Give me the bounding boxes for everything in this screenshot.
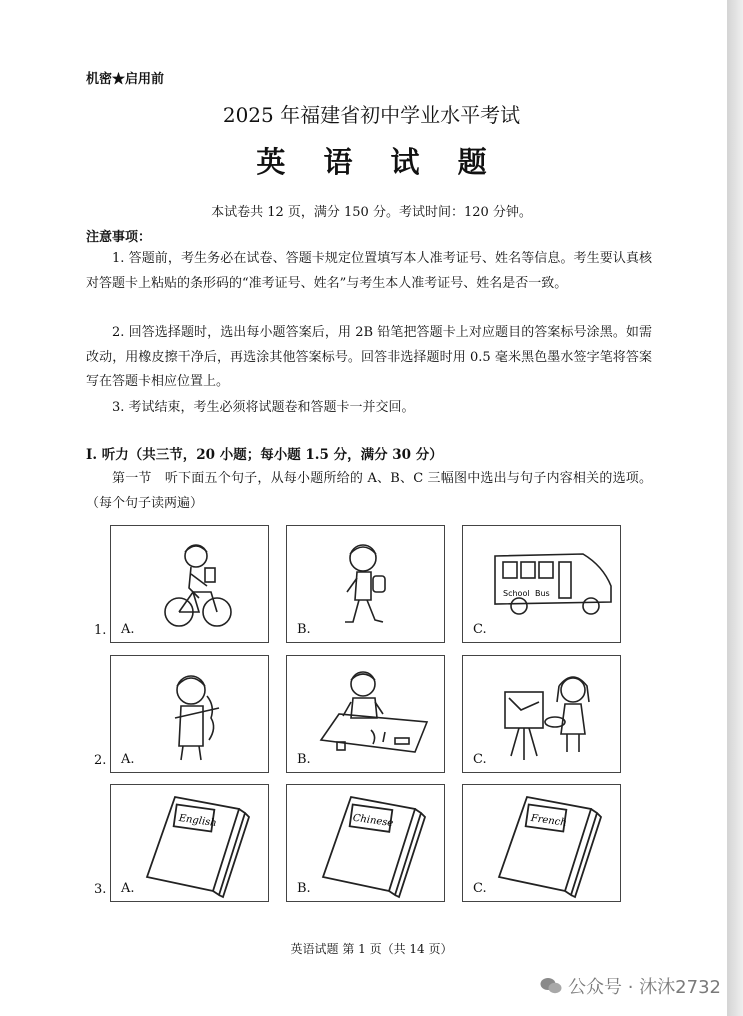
- notice-item-2: 2. 回答选择题时，选出每小题答案后，用 2B 铅笔把答题卡上对应题目的答案标号涂黑。如需改动，用橡皮擦干净后，再选涂其他答案标号。回答非选择题时用 0.5 毫米黑色墨水签字笔将答案写在答题卡相应位置上。: [86, 325, 652, 389]
- page-edge-shadow: [727, 0, 743, 1016]
- school-bus-icon: [463, 526, 622, 644]
- exam-info: 本试卷共 12 页，满分 150 分。考试时间：120 分钟。: [211, 205, 532, 220]
- option-label: B.: [297, 622, 311, 637]
- option-2c[interactable]: [462, 655, 621, 773]
- question-number: 2.: [94, 753, 107, 768]
- option-label: B.: [297, 881, 311, 896]
- girl-painting-at-easel-icon: [463, 656, 622, 774]
- notice-item-1: 1. 答题前，考生务必在试卷、答题卡规定位置填写本人准考证号、姓名等信息。考生要认真核对答题卡上粘贴的条形码的“准考证号、姓名”与考生本人准考证号、姓名是否一致。: [86, 251, 652, 291]
- option-1c[interactable]: [462, 525, 621, 643]
- french-book-icon: [463, 785, 622, 903]
- option-1a[interactable]: [110, 525, 269, 643]
- confidential-mark: 机密★启用前: [86, 72, 165, 87]
- option-label: B.: [297, 752, 311, 767]
- option-label: A.: [121, 752, 135, 767]
- watermark: [540, 973, 721, 999]
- watermark-text: 公众号 · 沐沐2732: [568, 977, 721, 998]
- section-title: Ⅰ. 听力（共三节，20 小题；每小题 1.5 分，满分 30 分）: [86, 447, 443, 463]
- bus-right-text: Bus: [535, 589, 550, 598]
- notice-heading: 注意事项：: [86, 230, 152, 245]
- option-2b[interactable]: [286, 655, 445, 773]
- subject-title: 英 语 试 题: [256, 145, 501, 179]
- notice-item-3: 3. 考试结束，考生必须将试题卷和答题卡一并交回。: [112, 400, 415, 415]
- boy-doing-calligraphy-icon: [287, 656, 446, 774]
- option-label: A.: [121, 622, 135, 637]
- wechat-icon: [540, 977, 562, 995]
- option-label: C.: [473, 622, 487, 637]
- bus-left-text: School: [503, 589, 530, 598]
- question-number: 1.: [94, 623, 107, 638]
- exam-title: 2025 年福建省初中学业水平考试: [222, 103, 521, 127]
- option-1b[interactable]: [286, 525, 445, 643]
- option-2a[interactable]: [110, 655, 269, 773]
- book-title-text: French: [530, 812, 568, 829]
- option-label: C.: [473, 752, 487, 767]
- option-label: A.: [121, 881, 135, 896]
- book-title-text: Chinese: [352, 812, 394, 830]
- boy-walking-with-backpack-icon: [287, 526, 446, 644]
- page-footer: 英语试题 第 1 页（共 14 页）: [290, 942, 453, 956]
- chinese-book-icon: [287, 785, 446, 903]
- option-3b[interactable]: [286, 784, 445, 902]
- question-number: 3.: [94, 882, 107, 897]
- option-label: C.: [473, 881, 487, 896]
- option-3c[interactable]: [462, 784, 621, 902]
- option-3a[interactable]: [110, 784, 269, 902]
- part1-instruction: 第一节 听下面五个句子，从每小题所给的 A、B、C 三幅图中选出与句子内容相关的选项。（每个句子读两遍）: [86, 471, 652, 511]
- book-title-text: English: [178, 812, 218, 830]
